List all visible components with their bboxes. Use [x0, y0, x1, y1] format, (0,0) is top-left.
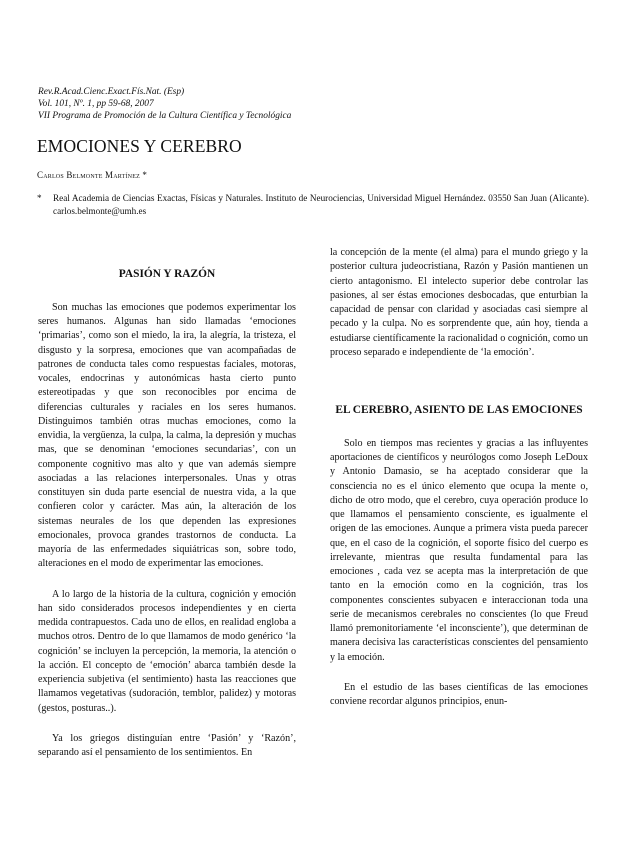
left-column	[38, 246, 296, 760]
journal-program: VII Programa de Promoción de la Cultura Científica y Tecnológica	[38, 111, 292, 122]
author-affiliation	[37, 192, 589, 219]
paragraph: Solo en tiempos mas recientes y gracias a las influyentes aportaciones de científicos y neurólogos como Joseph LeDoux y Antonio Damasio, se ha aceptado considerar que la consciencia no es el único elemento que ocupa la mente o, dicho de otro modo, que el cerebro, cuya operación produce lo que llamamos el pensamiento consciente, es igualmente el origen de las emociones. Aunque a primera vista pueda parecer que, en el caso de la cognición, el soporte físico del cuerpo es irrelevante, mientras que resulta fundamental para las emociones , cada vez se acepta mas la interpretación de que tanto en la emoción como en la cognición, tras los componentes conscientes subyacen e interaccionan toda una serie de mecanismos cerebrales no conscientes (lo que Freud llamó premonitoriamente ‘el inconsciente’), que determinan de manera decisiva las características conscientes del pensamiento y la emoción.	[330, 437, 588, 663]
article-author: Carlos Belmonte Martínez *	[37, 170, 148, 180]
journal-reference	[38, 86, 291, 123]
section-heading-pasion-razon: PASIÓN Y RAZÓN	[118, 268, 216, 280]
journal-volume: Vol. 101, Nº. 1, pp 59-68, 2007	[38, 99, 154, 110]
paragraph-continuation: la concepción de la mente (el alma) para el mundo griego y la posterior cultura judeocristiana, Razón y Pasión mantienen un cierto antagonismo. El intelecto superior debe controlar las pasiones, al ser éstas emociones desbocadas, que enturbian la capacidad de pensar con claridad y asociadas casi siempre al pecado y la culpa. No es sorprendente que, aún hoy, tienda a estudiarse científicamente la racionalidad o cognición, como un proceso separado e independiente de ‘la emoción’.	[330, 247, 588, 358]
paragraph: En el estudio de las bases científicas de las emociones conviene recordar algunos principios, enun-	[330, 681, 588, 708]
right-column	[330, 246, 588, 709]
paragraph: Son muchas las emociones que podemos experimentar los seres humanos. Algunas han sido llamadas ‘emociones ‘primarias’, como son el miedo, la ira, la alegría, la tristeza, el disgusto y la sorpresa, emociones que van acompañadas de patrones de conducta tales como respuestas faciales, motoras, vocales, endocrinas y autonómicas hasta cierto punto estereotipadas y que son reconocibles por encima de diferencias culturales y raciales en los seres humanos. Distinguimos también otras muchas emociones, como la envidia, la vergüenza, la culpa, la calma, la depresión y muchas mas, que se denominan ‘emociones secundarias’, con un componente cognitivo mas alto y que van además siempre asociadas a las relaciones interpersonales. Unas y otras constituyen sin duda parte esencial de nuestra vida, a la que confieren color y carácter. Mas aún, la alteración de los sistemas neurales de los que dependen las expresiones emocionales, provoca grandes trastornos de conducta. La mayoría de las enfermedades siquiátricas son, sobre todo, alteraciones en el modo de experimentar las emociones.	[38, 301, 296, 570]
paragraph: A lo largo de la historia de la cultura, cognición y emoción han sido considerados procesos independientes y en cierta medida contrapuestos. Cada uno de ellos, en realidad engloba a muchos otros. Dentro de lo que llamamos de modo genérico ‘la cognición’ se incluyen la percepción, la memoria, la atención o la acción. El concepto de ‘emoción’ abarca también desde la experiencia subjetiva (el sentimiento) hasta las reacciones que llamamos vegetativas (sudoración, temblor, palidez) y motoras (gestos, posturas..).	[38, 588, 296, 714]
section-heading-cerebro: EL CEREBRO, ASIENTO DE LAS EMOCIONES	[335, 404, 583, 416]
journal-citation: Rev.R.Acad.Cienc.Exact.Fís.Nat. (Esp)	[38, 87, 185, 97]
affiliation-text: Real Academia de Ciencias Exactas, Físicas y Naturales. Instituto de Neurociencias, Universidad Miguel Hernández. 03550 San Juan (Alicante). carlos.belmonte@umh.es	[53, 193, 589, 217]
affiliation-mark: *	[37, 193, 42, 203]
article-title: EMOCIONES Y CEREBRO	[37, 136, 242, 156]
paragraph: Ya los griegos distinguían entre ‘Pasión’ y ‘Razón’, separando así el pensamiento de los sentimientos. En	[38, 732, 296, 759]
